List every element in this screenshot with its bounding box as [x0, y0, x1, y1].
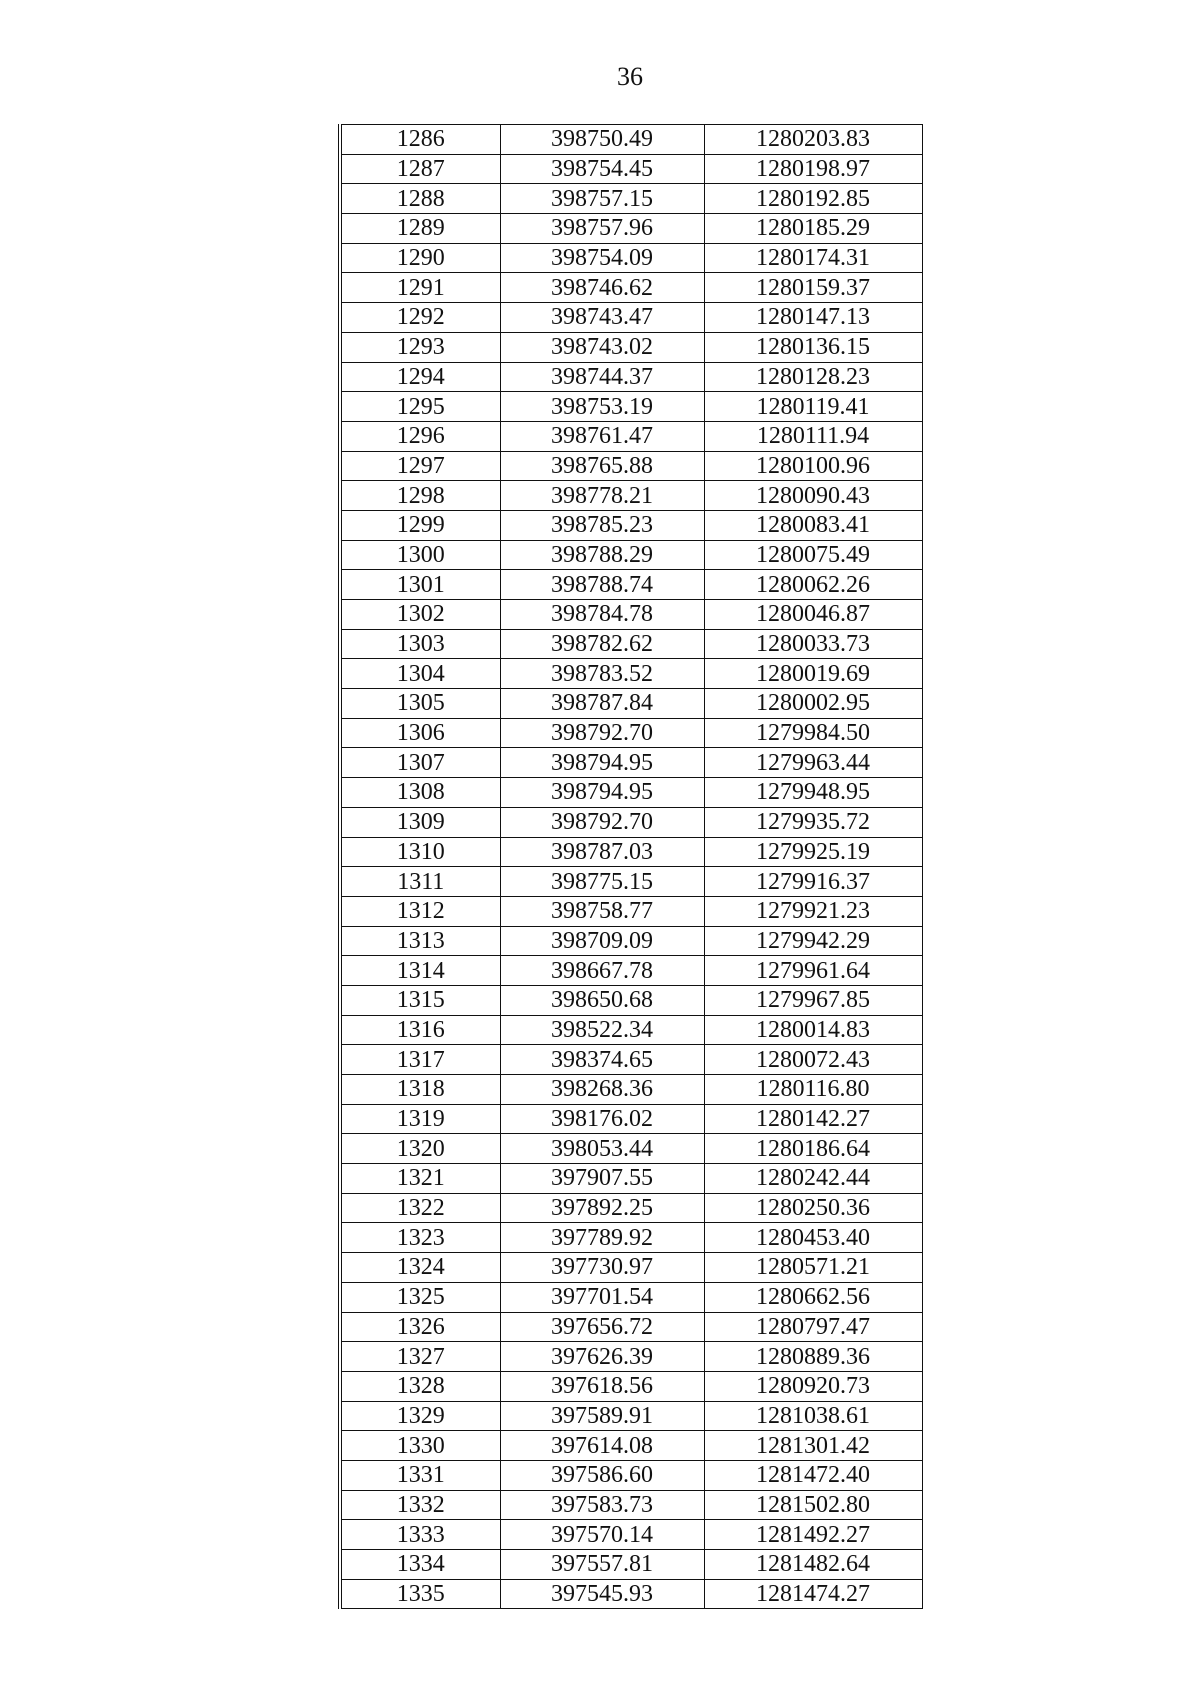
table-row: [340, 1223, 922, 1253]
point-number-cell: 1305: [340, 689, 500, 719]
table-row: [340, 481, 922, 511]
table-row: [340, 510, 922, 540]
x-coordinate-cell: 398743.47: [500, 303, 704, 333]
y-coordinate-cell: 1279961.64: [704, 956, 922, 986]
point-number-cell: 1298: [340, 481, 500, 511]
table-row: [340, 1104, 922, 1134]
y-coordinate-cell: 1280033.73: [704, 629, 922, 659]
y-coordinate-cell: 1279942.29: [704, 926, 922, 956]
table-row: [340, 1550, 922, 1580]
point-number-cell: 1309: [340, 807, 500, 837]
table-row: [340, 718, 922, 748]
x-coordinate-cell: 397583.73: [500, 1490, 704, 1520]
table-row: [340, 659, 922, 689]
point-number-cell: 1328: [340, 1371, 500, 1401]
point-number-cell: 1295: [340, 392, 500, 422]
table-row: [340, 243, 922, 273]
table-row: [340, 837, 922, 867]
y-coordinate-cell: 1280185.29: [704, 214, 922, 244]
table-row: [340, 1134, 922, 1164]
y-coordinate-cell: 1280062.26: [704, 570, 922, 600]
point-number-cell: 1301: [340, 570, 500, 600]
point-number-cell: 1308: [340, 778, 500, 808]
y-coordinate-cell: 1280662.56: [704, 1282, 922, 1312]
x-coordinate-cell: 398753.19: [500, 392, 704, 422]
point-number-cell: 1286: [340, 125, 500, 155]
point-number-cell: 1294: [340, 362, 500, 392]
x-coordinate-cell: 398746.62: [500, 273, 704, 303]
table-row: [340, 1164, 922, 1194]
point-number-cell: 1293: [340, 332, 500, 362]
table-row: [340, 1520, 922, 1550]
y-coordinate-cell: 1280100.96: [704, 451, 922, 481]
point-number-cell: 1318: [340, 1075, 500, 1105]
point-number-cell: 1335: [340, 1579, 500, 1609]
x-coordinate-cell: 397730.97: [500, 1253, 704, 1283]
x-coordinate-cell: 398794.95: [500, 778, 704, 808]
point-number-cell: 1321: [340, 1164, 500, 1194]
y-coordinate-cell: 1280797.47: [704, 1312, 922, 1342]
x-coordinate-cell: 398765.88: [500, 451, 704, 481]
x-coordinate-cell: 397614.08: [500, 1431, 704, 1461]
x-coordinate-cell: 397892.25: [500, 1193, 704, 1223]
y-coordinate-cell: 1280159.37: [704, 273, 922, 303]
y-coordinate-cell: 1280250.36: [704, 1193, 922, 1223]
table-row: [340, 362, 922, 392]
y-coordinate-cell: 1280119.41: [704, 392, 922, 422]
coordinates-table: [338, 124, 923, 1609]
y-coordinate-cell: 1279967.85: [704, 985, 922, 1015]
point-number-cell: 1303: [340, 629, 500, 659]
x-coordinate-cell: 398757.15: [500, 184, 704, 214]
point-number-cell: 1325: [340, 1282, 500, 1312]
x-coordinate-cell: 398268.36: [500, 1075, 704, 1105]
y-coordinate-cell: 1279925.19: [704, 837, 922, 867]
table-row: [340, 807, 922, 837]
x-coordinate-cell: 398782.62: [500, 629, 704, 659]
x-coordinate-cell: 398761.47: [500, 421, 704, 451]
point-number-cell: 1317: [340, 1045, 500, 1075]
point-number-cell: 1296: [340, 421, 500, 451]
point-number-cell: 1288: [340, 184, 500, 214]
point-number-cell: 1334: [340, 1550, 500, 1580]
x-coordinate-cell: 398788.74: [500, 570, 704, 600]
point-number-cell: 1313: [340, 926, 500, 956]
point-number-cell: 1290: [340, 243, 500, 273]
table-row: [340, 1015, 922, 1045]
x-coordinate-cell: 398783.52: [500, 659, 704, 689]
table-row: [340, 1460, 922, 1490]
y-coordinate-cell: 1280019.69: [704, 659, 922, 689]
y-coordinate-cell: 1280198.97: [704, 154, 922, 184]
y-coordinate-cell: 1280142.27: [704, 1104, 922, 1134]
x-coordinate-cell: 398709.09: [500, 926, 704, 956]
y-coordinate-cell: 1280116.80: [704, 1075, 922, 1105]
y-coordinate-cell: 1281301.42: [704, 1431, 922, 1461]
point-number-cell: 1312: [340, 896, 500, 926]
x-coordinate-cell: 398785.23: [500, 510, 704, 540]
x-coordinate-cell: 398758.77: [500, 896, 704, 926]
y-coordinate-cell: 1280186.64: [704, 1134, 922, 1164]
point-number-cell: 1302: [340, 600, 500, 630]
table-row: [340, 421, 922, 451]
table-row: [340, 1431, 922, 1461]
table-row: [340, 392, 922, 422]
point-number-cell: 1332: [340, 1490, 500, 1520]
y-coordinate-cell: 1280889.36: [704, 1342, 922, 1372]
point-number-cell: 1329: [340, 1401, 500, 1431]
x-coordinate-cell: 397557.81: [500, 1550, 704, 1580]
y-coordinate-cell: 1280174.31: [704, 243, 922, 273]
x-coordinate-cell: 397586.60: [500, 1460, 704, 1490]
x-coordinate-cell: 398794.95: [500, 748, 704, 778]
x-coordinate-cell: 397545.93: [500, 1579, 704, 1609]
x-coordinate-cell: 398784.78: [500, 600, 704, 630]
point-number-cell: 1330: [340, 1431, 500, 1461]
table-row: [340, 896, 922, 926]
point-number-cell: 1289: [340, 214, 500, 244]
x-coordinate-cell: 398754.45: [500, 154, 704, 184]
y-coordinate-cell: 1281502.80: [704, 1490, 922, 1520]
table-row: [340, 689, 922, 719]
y-coordinate-cell: 1280046.87: [704, 600, 922, 630]
point-number-cell: 1320: [340, 1134, 500, 1164]
table-row: [340, 1253, 922, 1283]
point-number-cell: 1333: [340, 1520, 500, 1550]
y-coordinate-cell: 1279921.23: [704, 896, 922, 926]
point-number-cell: 1326: [340, 1312, 500, 1342]
x-coordinate-cell: 398750.49: [500, 125, 704, 155]
point-number-cell: 1304: [340, 659, 500, 689]
table-row: [340, 600, 922, 630]
x-coordinate-cell: 398787.84: [500, 689, 704, 719]
table-row: [340, 1193, 922, 1223]
x-coordinate-cell: 398788.29: [500, 540, 704, 570]
x-coordinate-cell: 398176.02: [500, 1104, 704, 1134]
y-coordinate-cell: 1280242.44: [704, 1164, 922, 1194]
x-coordinate-cell: 398754.09: [500, 243, 704, 273]
y-coordinate-cell: 1279948.95: [704, 778, 922, 808]
point-number-cell: 1306: [340, 718, 500, 748]
table-row: [340, 1490, 922, 1520]
point-number-cell: 1322: [340, 1193, 500, 1223]
point-number-cell: 1299: [340, 510, 500, 540]
point-number-cell: 1311: [340, 867, 500, 897]
point-number-cell: 1300: [340, 540, 500, 570]
y-coordinate-cell: 1280111.94: [704, 421, 922, 451]
x-coordinate-cell: 398744.37: [500, 362, 704, 392]
table-row: [340, 540, 922, 570]
table-row: [340, 867, 922, 897]
point-number-cell: 1307: [340, 748, 500, 778]
point-number-cell: 1292: [340, 303, 500, 333]
y-coordinate-cell: 1280147.13: [704, 303, 922, 333]
table-row: [340, 570, 922, 600]
page-number: 36: [617, 62, 643, 91]
y-coordinate-cell: 1281474.27: [704, 1579, 922, 1609]
y-coordinate-cell: 1280014.83: [704, 1015, 922, 1045]
x-coordinate-cell: 398667.78: [500, 956, 704, 986]
x-coordinate-cell: 398792.70: [500, 718, 704, 748]
point-number-cell: 1314: [340, 956, 500, 986]
point-number-cell: 1310: [340, 837, 500, 867]
point-number-cell: 1287: [340, 154, 500, 184]
table-row: [340, 273, 922, 303]
table-row: [340, 1401, 922, 1431]
y-coordinate-cell: 1279984.50: [704, 718, 922, 748]
table-row: [340, 629, 922, 659]
x-coordinate-cell: 397656.72: [500, 1312, 704, 1342]
x-coordinate-cell: 398522.34: [500, 1015, 704, 1045]
y-coordinate-cell: 1280136.15: [704, 332, 922, 362]
x-coordinate-cell: 397789.92: [500, 1223, 704, 1253]
table-row: [340, 332, 922, 362]
y-coordinate-cell: 1280453.40: [704, 1223, 922, 1253]
point-number-cell: 1297: [340, 451, 500, 481]
point-number-cell: 1324: [340, 1253, 500, 1283]
x-coordinate-cell: 398792.70: [500, 807, 704, 837]
x-coordinate-cell: 398775.15: [500, 867, 704, 897]
point-number-cell: 1331: [340, 1460, 500, 1490]
x-coordinate-cell: 398650.68: [500, 985, 704, 1015]
table-row: [340, 985, 922, 1015]
table-row: [340, 1312, 922, 1342]
x-coordinate-cell: 397626.39: [500, 1342, 704, 1372]
table-body: [340, 125, 922, 1609]
table-row: [340, 154, 922, 184]
y-coordinate-cell: 1281472.40: [704, 1460, 922, 1490]
table-row: [340, 184, 922, 214]
x-coordinate-cell: 397701.54: [500, 1282, 704, 1312]
table-row: [340, 748, 922, 778]
y-coordinate-cell: 1280128.23: [704, 362, 922, 392]
table-row: [340, 926, 922, 956]
y-coordinate-cell: 1280083.41: [704, 510, 922, 540]
x-coordinate-cell: 398374.65: [500, 1045, 704, 1075]
table-row: [340, 1282, 922, 1312]
table-row: [340, 303, 922, 333]
table-row: [340, 778, 922, 808]
point-number-cell: 1315: [340, 985, 500, 1015]
x-coordinate-cell: 397589.91: [500, 1401, 704, 1431]
table-row: [340, 214, 922, 244]
x-coordinate-cell: 398778.21: [500, 481, 704, 511]
table-row: [340, 956, 922, 986]
y-coordinate-cell: 1280072.43: [704, 1045, 922, 1075]
y-coordinate-cell: 1280920.73: [704, 1371, 922, 1401]
y-coordinate-cell: 1281482.64: [704, 1550, 922, 1580]
table-row: [340, 1371, 922, 1401]
y-coordinate-cell: 1280090.43: [704, 481, 922, 511]
y-coordinate-cell: 1280192.85: [704, 184, 922, 214]
x-coordinate-cell: 398053.44: [500, 1134, 704, 1164]
x-coordinate-cell: 397618.56: [500, 1371, 704, 1401]
y-coordinate-cell: 1281492.27: [704, 1520, 922, 1550]
y-coordinate-cell: 1280075.49: [704, 540, 922, 570]
x-coordinate-cell: 398757.96: [500, 214, 704, 244]
y-coordinate-cell: 1279935.72: [704, 807, 922, 837]
table-row: [340, 451, 922, 481]
table-row: [340, 1045, 922, 1075]
point-number-cell: 1291: [340, 273, 500, 303]
table-row: [340, 1579, 922, 1609]
point-number-cell: 1323: [340, 1223, 500, 1253]
table-row: [340, 125, 922, 155]
y-coordinate-cell: 1281038.61: [704, 1401, 922, 1431]
x-coordinate-cell: 398787.03: [500, 837, 704, 867]
x-coordinate-cell: 397907.55: [500, 1164, 704, 1194]
x-coordinate-cell: 398743.02: [500, 332, 704, 362]
point-number-cell: 1319: [340, 1104, 500, 1134]
point-number-cell: 1327: [340, 1342, 500, 1372]
y-coordinate-cell: 1279963.44: [704, 748, 922, 778]
point-number-cell: 1316: [340, 1015, 500, 1045]
table-row: [340, 1342, 922, 1372]
y-coordinate-cell: 1279916.37: [704, 867, 922, 897]
table-row: [340, 1075, 922, 1105]
y-coordinate-cell: 1280571.21: [704, 1253, 922, 1283]
x-coordinate-cell: 397570.14: [500, 1520, 704, 1550]
y-coordinate-cell: 1280002.95: [704, 689, 922, 719]
y-coordinate-cell: 1280203.83: [704, 125, 922, 155]
